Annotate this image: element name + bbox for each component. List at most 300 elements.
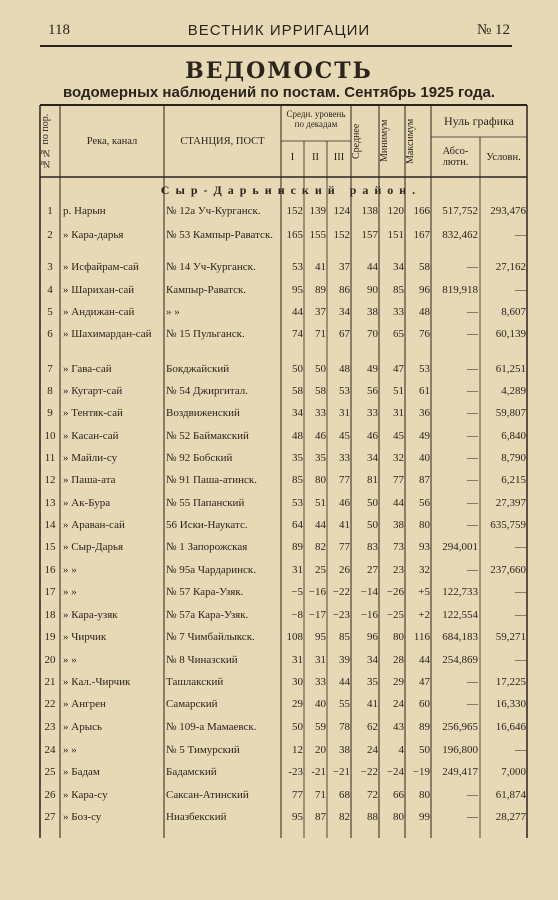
cell-n: 17 xyxy=(44,586,56,598)
cell-max: 89 xyxy=(419,721,430,733)
cell-river: » Бадам xyxy=(63,766,100,778)
cell-abs: — xyxy=(467,328,478,340)
cell-river: » Кара-су xyxy=(63,789,108,801)
cell-cond: 17,225 xyxy=(495,676,526,688)
cell-n: 26 xyxy=(44,789,56,801)
cell-cond: 27,162 xyxy=(495,261,526,273)
cell-cond: 61,874 xyxy=(495,789,526,801)
cell-n: 12 xyxy=(44,474,56,486)
cell-d1: -23 xyxy=(288,766,303,778)
cell-river: » Кал.-Чирчик xyxy=(63,676,131,688)
cell-abs: 256,965 xyxy=(442,721,478,733)
cell-d1: −5 xyxy=(291,586,303,598)
cell-abs: — xyxy=(467,698,478,710)
cell-d3: 44 xyxy=(339,676,350,688)
cell-avg: 62 xyxy=(367,721,378,733)
cell-d3: 39 xyxy=(339,654,350,666)
cell-d3: 46 xyxy=(339,497,350,509)
cell-cond: 4,289 xyxy=(501,385,526,397)
issue-number: № 12 xyxy=(476,22,510,38)
header-conditional: Условн. xyxy=(486,152,521,163)
cell-d2: 80 xyxy=(315,474,326,486)
cell-station: № 7 Чимбайлыкск. xyxy=(166,631,255,643)
cell-station: Бадамский xyxy=(166,766,217,778)
cell-d3: 82 xyxy=(339,811,350,823)
cell-d1: 48 xyxy=(292,430,303,442)
cell-n: 22 xyxy=(44,698,56,710)
cell-d1: 77 xyxy=(292,789,303,801)
cell-avg: −14 xyxy=(360,586,378,598)
cell-cond: 16,330 xyxy=(495,698,526,710)
cell-station: » » xyxy=(166,306,180,318)
cell-n: 13 xyxy=(44,497,56,509)
cell-station: № 57а Кара-Узяк. xyxy=(166,609,249,621)
cell-n: 19 xyxy=(44,631,56,643)
cell-station: № 15 Пульганск. xyxy=(166,328,245,340)
cell-station: Ниазбекский xyxy=(166,811,227,823)
cell-abs: — xyxy=(467,789,478,801)
cell-abs: 832,462 xyxy=(442,229,478,241)
cell-d1: 12 xyxy=(292,744,303,756)
cell-min: 47 xyxy=(393,363,404,375)
cell-max: +5 xyxy=(418,586,430,598)
cell-min: 34 xyxy=(393,261,404,273)
cell-d1: 95 xyxy=(292,284,303,296)
cell-min: 120 xyxy=(387,205,404,217)
cell-n: 14 xyxy=(44,519,56,531)
cell-station: № 55 Папанский xyxy=(166,497,245,509)
cell-avg: 33 xyxy=(367,407,378,419)
cell-abs: — xyxy=(467,261,478,273)
cell-d3: 86 xyxy=(339,284,350,296)
cell-river: » Кара-узяк xyxy=(63,609,118,621)
cell-cond: — xyxy=(515,229,526,241)
cell-d2: 155 xyxy=(309,229,326,241)
header-number: №№ по пор. xyxy=(40,113,51,169)
cell-cond: — xyxy=(515,609,526,621)
cell-min: 65 xyxy=(393,328,404,340)
cell-d1: 31 xyxy=(292,654,303,666)
cell-station: № 53 Кампыр-Раватск. xyxy=(166,229,274,241)
cell-n: 21 xyxy=(44,676,56,688)
cell-avg: 49 xyxy=(367,363,378,375)
cell-d1: −8 xyxy=(291,609,303,621)
cell-d3: 124 xyxy=(333,205,350,217)
cell-min: 24 xyxy=(393,698,404,710)
cell-n: 16 xyxy=(44,564,56,576)
cell-min: 44 xyxy=(393,497,404,509)
cell-d3: 55 xyxy=(339,698,350,710)
header-decade-2: II xyxy=(312,152,319,163)
cell-max: 47 xyxy=(419,676,430,688)
cell-abs: 684,183 xyxy=(442,631,478,643)
cell-n: 9 xyxy=(47,407,53,419)
cell-n: 18 xyxy=(44,609,56,621)
cell-station: № 5 Тимурский xyxy=(166,744,240,756)
cell-abs: 196,800 xyxy=(442,744,478,756)
cell-d1: 165 xyxy=(286,229,303,241)
cell-max: 56 xyxy=(419,497,430,509)
cell-station: 56 Иски-Наукатс. xyxy=(166,519,248,531)
cell-cond: 237,660 xyxy=(490,564,526,576)
cell-max: 80 xyxy=(419,519,430,531)
cell-abs: — xyxy=(467,519,478,531)
cell-min: 80 xyxy=(393,631,404,643)
cell-max: 87 xyxy=(419,474,430,486)
cell-d1: 53 xyxy=(292,497,303,509)
cell-max: 166 xyxy=(413,205,430,217)
cell-min: −24 xyxy=(386,766,404,778)
cell-d1: 30 xyxy=(292,676,303,688)
cell-d1: 53 xyxy=(292,261,303,273)
header-mean: Среднее xyxy=(351,123,362,159)
cell-min: 45 xyxy=(393,430,404,442)
cell-avg: 24 xyxy=(367,744,378,756)
cell-abs: — xyxy=(467,474,478,486)
cell-max: 80 xyxy=(419,789,430,801)
cell-d2: 31 xyxy=(315,654,326,666)
cell-station: Кампыр-Раватск. xyxy=(166,284,247,296)
cell-d2: 50 xyxy=(315,363,326,375)
cell-min: 77 xyxy=(393,474,404,486)
cell-d2: 33 xyxy=(315,676,326,688)
cell-cond: — xyxy=(515,541,526,553)
cell-d2: 95 xyxy=(315,631,326,643)
cell-d1: 64 xyxy=(292,519,303,531)
journal-title: ВЕСТНИК ИРРИГАЦИИ xyxy=(187,22,371,39)
header-maximum: Максимум xyxy=(405,118,416,164)
cell-d2: 51 xyxy=(315,497,326,509)
cell-d2: -21 xyxy=(311,766,326,778)
cell-river: » Арысь xyxy=(63,721,102,733)
cell-cond: 27,397 xyxy=(495,497,526,509)
cell-d2: 59 xyxy=(315,721,326,733)
cell-max: 60 xyxy=(419,698,430,710)
cell-n: 7 xyxy=(47,363,53,375)
cell-river: » Араван-сай xyxy=(63,519,125,531)
cell-abs: — xyxy=(467,811,478,823)
cell-n: 24 xyxy=(44,744,56,756)
cell-d3: 31 xyxy=(339,407,350,419)
cell-cond: 59,271 xyxy=(495,631,526,643)
cell-d2: 25 xyxy=(315,564,326,576)
cell-d2: 82 xyxy=(315,541,326,553)
cell-d3: 37 xyxy=(339,261,350,273)
cell-n: 6 xyxy=(47,328,53,340)
cell-d3: −22 xyxy=(332,586,350,598)
cell-river: » Майли-су xyxy=(63,452,118,464)
cell-max: 32 xyxy=(419,564,430,576)
cell-cond: 16,646 xyxy=(495,721,526,733)
cell-cond: — xyxy=(515,284,526,296)
page-number: 118 xyxy=(48,22,70,38)
cell-river: » Андижан-сай xyxy=(63,306,135,318)
cell-abs: — xyxy=(467,452,478,464)
cell-min: 151 xyxy=(387,229,404,241)
cell-n: 11 xyxy=(44,452,56,464)
cell-station: Саксан-Атинский xyxy=(166,789,249,801)
cell-min: 32 xyxy=(393,452,404,464)
region-heading: Сыр-Дарьинский район. xyxy=(160,183,422,197)
cell-avg: 90 xyxy=(367,284,378,296)
cell-river: » Кугарт-сай xyxy=(63,385,123,397)
cell-d1: 31 xyxy=(292,564,303,576)
cell-abs: 249,417 xyxy=(442,766,478,778)
cell-avg: 88 xyxy=(367,811,378,823)
cell-n: 2 xyxy=(47,229,53,241)
cell-d2: 71 xyxy=(315,789,326,801)
cell-abs: 294,001 xyxy=(442,541,478,553)
cell-d2: 37 xyxy=(315,306,326,318)
cell-abs: 122,554 xyxy=(442,609,478,621)
cell-river: » Сыр-Дарья xyxy=(63,541,124,553)
cell-cond: 59,807 xyxy=(495,407,526,419)
cell-d3: −21 xyxy=(332,766,350,778)
header-minimum: Минимум xyxy=(379,119,390,163)
cell-d2: −17 xyxy=(308,609,326,621)
cell-avg: 81 xyxy=(367,474,378,486)
cell-max: 49 xyxy=(419,430,430,442)
cell-d3: 53 xyxy=(339,385,350,397)
cell-avg: 56 xyxy=(367,385,378,397)
cell-n: 20 xyxy=(44,654,56,666)
header-decade-3: III xyxy=(333,152,345,163)
cell-max: 40 xyxy=(419,452,430,464)
cell-n: 15 xyxy=(44,541,56,553)
cell-avg: 38 xyxy=(367,306,378,318)
cell-abs: — xyxy=(467,430,478,442)
cell-cond: 6,215 xyxy=(501,474,526,486)
cell-abs: — xyxy=(467,306,478,318)
cell-station: № 92 Бобский xyxy=(166,452,233,464)
cell-d2: 41 xyxy=(315,261,326,273)
cell-max: −19 xyxy=(412,766,430,778)
cell-d3: 41 xyxy=(339,519,350,531)
cell-d2: −16 xyxy=(308,586,326,598)
cell-cond: 60,139 xyxy=(495,328,526,340)
cell-n: 27 xyxy=(44,811,56,823)
cell-d1: 34 xyxy=(292,407,303,419)
cell-n: 23 xyxy=(44,721,56,733)
cell-d3: 77 xyxy=(339,541,350,553)
cell-avg: 44 xyxy=(367,261,378,273)
cell-avg: 138 xyxy=(361,205,378,217)
cell-d1: 108 xyxy=(286,631,303,643)
cell-n: 8 xyxy=(47,385,53,397)
cell-river: » Ак-Бура xyxy=(63,497,111,509)
cell-cond: — xyxy=(515,744,526,756)
cell-cond: 61,251 xyxy=(495,363,526,375)
cell-avg: 46 xyxy=(367,430,378,442)
cell-cond: 293,476 xyxy=(490,205,526,217)
cell-d1: 35 xyxy=(292,452,303,464)
cell-abs: 254,869 xyxy=(442,654,478,666)
cell-avg: 96 xyxy=(367,631,378,643)
cell-d3: 33 xyxy=(339,452,350,464)
cell-n: 5 xyxy=(47,306,53,318)
cell-d2: 33 xyxy=(315,407,326,419)
cell-min: 85 xyxy=(393,284,404,296)
cell-station: № 12а Уч-Курганск. xyxy=(166,205,261,217)
cell-avg: 72 xyxy=(367,789,378,801)
cell-max: 61 xyxy=(419,385,430,397)
cell-d1: 58 xyxy=(292,385,303,397)
cell-d2: 89 xyxy=(315,284,326,296)
cell-river: » Исфайрам-сай xyxy=(63,261,139,273)
cell-max: 48 xyxy=(419,306,430,318)
cell-n: 4 xyxy=(47,284,53,296)
cell-max: 53 xyxy=(419,363,430,375)
cell-d1: 74 xyxy=(292,328,303,340)
document-subtitle: водомерных наблюдений по постам. Сентябрь 1925 года. xyxy=(62,84,496,101)
cell-avg: 34 xyxy=(367,654,378,666)
header-absolute: Абсо- лютн. xyxy=(442,146,469,168)
cell-min: 28 xyxy=(393,654,404,666)
header-decade-average: Средн. уровень по декадам xyxy=(286,109,346,129)
cell-d3: 38 xyxy=(339,744,350,756)
cell-d3: 77 xyxy=(339,474,350,486)
header-zero-gauge: Нуль графика xyxy=(443,114,515,128)
cell-abs: 819,918 xyxy=(442,284,478,296)
cell-avg: 70 xyxy=(367,328,378,340)
cell-avg: 41 xyxy=(367,698,378,710)
cell-station: Самарский xyxy=(166,698,218,710)
cell-d3: 78 xyxy=(339,721,350,733)
cell-avg: 50 xyxy=(367,519,378,531)
cell-river: » Ангрен xyxy=(63,698,106,710)
cell-max: 36 xyxy=(419,407,430,419)
cell-abs: 517,752 xyxy=(442,205,478,217)
cell-d1: 29 xyxy=(292,698,303,710)
cell-station: Бокджайский xyxy=(166,363,230,375)
cell-cond: 635,759 xyxy=(490,519,526,531)
cell-avg: 34 xyxy=(367,452,378,464)
cell-avg: −22 xyxy=(360,766,378,778)
cell-n: 1 xyxy=(47,205,53,217)
cell-cond: 7,000 xyxy=(501,766,526,778)
cell-min: −25 xyxy=(386,609,404,621)
cell-station: № 91 Паша-атинск. xyxy=(166,474,257,486)
cell-d3: 152 xyxy=(333,229,350,241)
cell-river: р. Нарын xyxy=(63,205,106,217)
header-decade-1: I xyxy=(290,152,295,163)
cell-d1: 89 xyxy=(292,541,303,553)
cell-station: № 14 Уч-Курганск. xyxy=(166,261,256,273)
cell-min: 31 xyxy=(393,407,404,419)
cell-d3: 85 xyxy=(339,631,350,643)
cell-min: −26 xyxy=(386,586,404,598)
cell-max: 58 xyxy=(419,261,430,273)
cell-abs: — xyxy=(467,676,478,688)
cell-river: » » xyxy=(63,586,77,598)
cell-river: » Паша-ата xyxy=(63,474,116,486)
cell-river: » Кара-дарья xyxy=(63,229,124,241)
cell-max: 167 xyxy=(413,229,430,241)
cell-river: » » xyxy=(63,564,77,576)
cell-river: » » xyxy=(63,654,77,666)
cell-d1: 95 xyxy=(292,811,303,823)
cell-river: » Шарихан-сай xyxy=(63,284,135,296)
cell-river: » Тентяк-сай xyxy=(63,407,123,419)
cell-max: 76 xyxy=(419,328,430,340)
cell-min: 73 xyxy=(393,541,404,553)
cell-station: № 1 Запорожская xyxy=(166,541,248,553)
cell-station: № 8 Чиназский xyxy=(166,654,238,666)
cell-river: » » xyxy=(63,744,77,756)
cell-station: Ташлакский xyxy=(166,676,224,688)
cell-min: 4 xyxy=(398,744,404,756)
cell-abs: — xyxy=(467,363,478,375)
cell-d2: 35 xyxy=(315,452,326,464)
cell-d3: −23 xyxy=(332,609,350,621)
cell-d2: 87 xyxy=(315,811,326,823)
cell-cond: — xyxy=(515,654,526,666)
cell-n: 3 xyxy=(47,261,53,273)
cell-river: » Боз-су xyxy=(63,811,102,823)
cell-min: 23 xyxy=(393,564,404,576)
document-title: ВЕДОМОСТЬ xyxy=(185,58,373,84)
cell-d2: 139 xyxy=(309,205,326,217)
cell-d2: 40 xyxy=(315,698,326,710)
cell-min: 33 xyxy=(393,306,404,318)
cell-avg: 35 xyxy=(367,676,378,688)
cell-avg: −16 xyxy=(360,609,378,621)
cell-max: 93 xyxy=(419,541,430,553)
cell-d2: 58 xyxy=(315,385,326,397)
cell-d3: 34 xyxy=(339,306,350,318)
cell-min: 66 xyxy=(393,789,404,801)
cell-station: № 95а Чардаринск. xyxy=(166,564,256,576)
header-station: СТАНЦИЯ, ПОСТ xyxy=(180,136,265,147)
cell-avg: 83 xyxy=(367,541,378,553)
cell-river: » Шахимардан-сай xyxy=(63,328,152,340)
cell-max: 44 xyxy=(419,654,430,666)
cell-d3: 48 xyxy=(339,363,350,375)
cell-d1: 44 xyxy=(292,306,303,318)
cell-d2: 44 xyxy=(315,519,326,531)
cell-abs: — xyxy=(467,564,478,576)
cell-cond: 28,277 xyxy=(495,811,526,823)
cell-max: 96 xyxy=(419,284,430,296)
cell-river: » Чирчик xyxy=(63,631,107,643)
cell-abs: — xyxy=(467,385,478,397)
cell-avg: 27 xyxy=(367,564,378,576)
cell-abs: — xyxy=(467,407,478,419)
cell-d3: 45 xyxy=(339,430,350,442)
cell-station: № 52 Баймакский xyxy=(166,430,249,442)
cell-n: 25 xyxy=(44,766,56,778)
cell-abs: 122,733 xyxy=(442,586,478,598)
cell-min: 51 xyxy=(393,385,404,397)
cell-avg: 50 xyxy=(367,497,378,509)
cell-max: 99 xyxy=(419,811,430,823)
cell-cond: — xyxy=(515,586,526,598)
cell-river: » Гава-сай xyxy=(63,363,112,375)
cell-cond: 6,840 xyxy=(501,430,526,442)
cell-cond: 8,607 xyxy=(501,306,526,318)
cell-station: Воздвиженский xyxy=(166,407,240,419)
cell-station: № 54 Джиргитал. xyxy=(166,385,249,397)
cell-d1: 85 xyxy=(292,474,303,486)
header-river: Река, канал xyxy=(86,136,138,147)
cell-station: № 57 Кара-Узяк. xyxy=(166,586,244,598)
cell-avg: 157 xyxy=(361,229,378,241)
cell-min: 29 xyxy=(393,676,404,688)
cell-n: 10 xyxy=(44,430,56,442)
cell-max: 50 xyxy=(419,744,430,756)
cell-station: № 109-а Мамаевск. xyxy=(166,721,257,733)
cell-d3: 26 xyxy=(339,564,350,576)
